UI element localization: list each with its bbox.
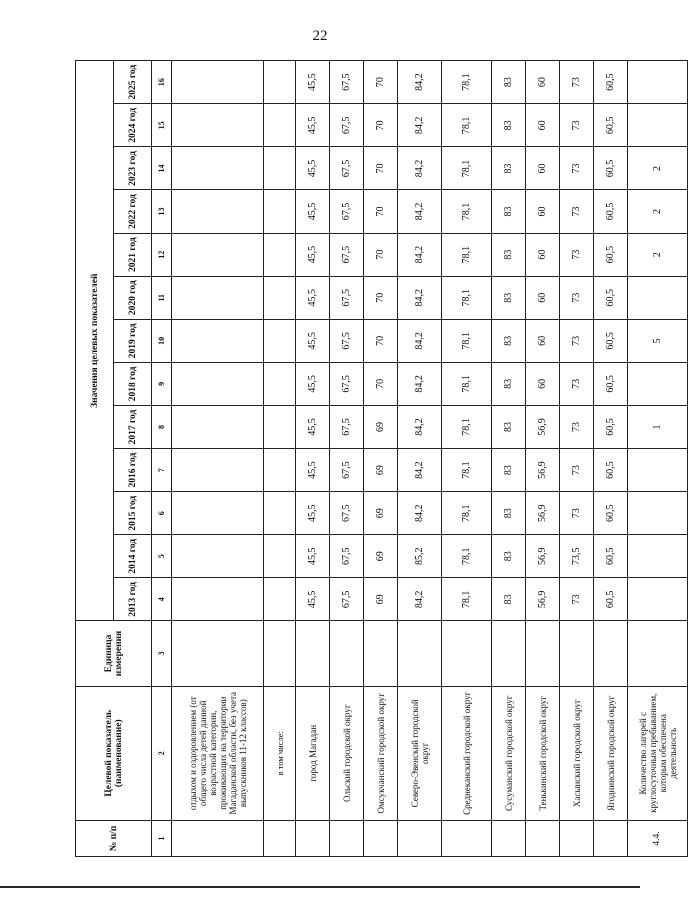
column-number: 4 <box>152 578 172 621</box>
column-header-indicator: Целевой показатель (наименование) <box>76 686 152 820</box>
unit-cell <box>264 621 296 686</box>
value-cell: 84,2 <box>398 233 442 276</box>
value-cell <box>264 362 296 405</box>
value-cell: 45,5 <box>296 362 330 405</box>
value-cell: 45,5 <box>296 319 330 362</box>
column-number: 2 <box>152 686 172 820</box>
year-header: 2013 год <box>114 578 152 621</box>
value-cell: 67,5 <box>330 578 364 621</box>
indicator-name: город Магадан <box>296 686 330 820</box>
value-cell: 70 <box>364 233 398 276</box>
value-cell: 70 <box>364 61 398 104</box>
row-number <box>492 820 526 856</box>
value-cell: 83 <box>492 535 526 578</box>
value-cell: 69 <box>364 578 398 621</box>
value-cell: 60 <box>526 147 560 190</box>
row-number <box>364 820 398 856</box>
value-cell: 73 <box>560 362 594 405</box>
value-cell <box>628 492 688 535</box>
column-header-no: № п/п <box>76 820 152 856</box>
table-row <box>330 61 364 857</box>
row-number: 4.4. <box>628 820 688 856</box>
unit-cell <box>560 621 594 686</box>
value-cell <box>628 449 688 492</box>
value-cell: 56,9 <box>526 492 560 535</box>
value-cell: 45,5 <box>296 190 330 233</box>
value-cell: 78,1 <box>442 449 492 492</box>
table-row <box>364 61 398 857</box>
value-cell: 84,2 <box>398 362 442 405</box>
value-cell: 56,9 <box>526 449 560 492</box>
value-cell <box>264 405 296 448</box>
value-cell: 60,5 <box>594 535 628 578</box>
value-cell <box>264 276 296 319</box>
year-header: 2014 год <box>114 535 152 578</box>
indicator-name: отдыхом и оздоровлением (от общего числа детей данной возрастной категории, проживающих на территории Магаданской области, без учета выпускников 11-12 классов) <box>172 686 264 820</box>
value-cell: 45,5 <box>296 276 330 319</box>
value-cell: 67,5 <box>330 362 364 405</box>
value-cell: 2 <box>628 233 688 276</box>
value-cell: 83 <box>492 492 526 535</box>
value-cell: 85,2 <box>398 535 442 578</box>
value-cell: 69 <box>364 492 398 535</box>
value-cell <box>172 104 264 147</box>
value-cell: 60,5 <box>594 276 628 319</box>
value-cell: 45,5 <box>296 449 330 492</box>
value-cell: 84,2 <box>398 276 442 319</box>
table-row <box>442 61 492 857</box>
value-cell: 83 <box>492 449 526 492</box>
value-cell: 45,5 <box>296 535 330 578</box>
value-cell: 83 <box>492 578 526 621</box>
indicator-name: Сусуманский городской округ <box>492 686 526 820</box>
value-cell: 67,5 <box>330 535 364 578</box>
row-number <box>560 820 594 856</box>
year-header: 2015 год <box>114 492 152 535</box>
year-header: 2018 год <box>114 362 152 405</box>
value-cell <box>172 190 264 233</box>
value-cell <box>172 405 264 448</box>
indicator-name: Северо-Эвенский городской округ <box>398 686 442 820</box>
value-cell <box>172 147 264 190</box>
rotated-table-frame <box>75 60 678 857</box>
value-cell <box>172 233 264 276</box>
row-number <box>172 820 264 856</box>
value-cell: 60 <box>526 190 560 233</box>
table-row <box>172 61 264 857</box>
value-cell: 60,5 <box>594 104 628 147</box>
value-cell: 60,5 <box>594 61 628 104</box>
value-cell: 2 <box>628 147 688 190</box>
value-cell <box>264 449 296 492</box>
value-cell: 69 <box>364 449 398 492</box>
value-cell <box>172 492 264 535</box>
indicator-name: Ольский городской округ <box>330 686 364 820</box>
row-number <box>264 820 296 856</box>
value-cell: 84,2 <box>398 449 442 492</box>
value-cell: 84,2 <box>398 492 442 535</box>
value-cell: 70 <box>364 319 398 362</box>
value-cell: 73,5 <box>560 535 594 578</box>
target-indicators-table <box>75 60 688 857</box>
year-header: 2021 год <box>114 233 152 276</box>
indicator-name: в том числе: <box>264 686 296 820</box>
value-cell <box>264 535 296 578</box>
value-cell: 60,5 <box>594 190 628 233</box>
value-cell: 2 <box>628 190 688 233</box>
value-cell: 78,1 <box>442 362 492 405</box>
value-cell: 60,5 <box>594 492 628 535</box>
value-cell <box>172 362 264 405</box>
unit-cell <box>628 621 688 686</box>
unit-cell <box>398 621 442 686</box>
column-number: 10 <box>152 319 172 362</box>
value-cell <box>264 147 296 190</box>
value-cell: 83 <box>492 190 526 233</box>
value-cell: 67,5 <box>330 492 364 535</box>
value-cell: 70 <box>364 104 398 147</box>
column-number: 15 <box>152 104 172 147</box>
value-cell: 78,1 <box>442 276 492 319</box>
rotated-table-container <box>75 60 678 857</box>
value-cell: 1 <box>628 405 688 448</box>
unit-cell <box>442 621 492 686</box>
column-number: 1 <box>152 820 172 856</box>
value-cell: 83 <box>492 104 526 147</box>
value-cell: 45,5 <box>296 61 330 104</box>
value-cell: 60,5 <box>594 362 628 405</box>
value-cell: 84,2 <box>398 405 442 448</box>
unit-cell <box>594 621 628 686</box>
value-cell: 60 <box>526 104 560 147</box>
page-number: 22 <box>312 28 328 44</box>
column-number: 13 <box>152 190 172 233</box>
value-cell: 78,1 <box>442 492 492 535</box>
value-cell: 78,1 <box>442 104 492 147</box>
year-header: 2019 год <box>114 319 152 362</box>
column-number: 3 <box>152 621 172 686</box>
value-cell: 56,9 <box>526 535 560 578</box>
unit-cell <box>364 621 398 686</box>
unit-cell <box>172 621 264 686</box>
value-cell: 73 <box>560 276 594 319</box>
value-cell: 78,1 <box>442 147 492 190</box>
value-cell: 60,5 <box>594 405 628 448</box>
value-cell <box>628 362 688 405</box>
indicator-name: Количество лагерей с круглосуточным пребыванием, которым обеспечена деятельность <box>628 686 688 820</box>
value-cell: 78,1 <box>442 319 492 362</box>
header-row-numbers <box>152 61 172 857</box>
value-cell: 69 <box>364 405 398 448</box>
value-cell: 73 <box>560 492 594 535</box>
indicator-name: Тенькинский городской округ <box>526 686 560 820</box>
value-cell: 67,5 <box>330 190 364 233</box>
value-cell: 45,5 <box>296 147 330 190</box>
table-row <box>398 61 442 857</box>
value-cell: 60,5 <box>594 233 628 276</box>
column-number: 5 <box>152 535 172 578</box>
value-cell: 73 <box>560 319 594 362</box>
table-row <box>492 61 526 857</box>
value-cell: 60 <box>526 61 560 104</box>
value-cell: 60,5 <box>594 319 628 362</box>
value-cell: 56,9 <box>526 578 560 621</box>
value-cell: 73 <box>560 104 594 147</box>
value-cell <box>628 276 688 319</box>
value-cell: 78,1 <box>442 578 492 621</box>
column-header-unit: Единица измерения <box>76 621 152 686</box>
value-cell: 78,1 <box>442 405 492 448</box>
value-cell: 83 <box>492 147 526 190</box>
year-header: 2022 год <box>114 190 152 233</box>
indicator-name: Среднеканский городской округ <box>442 686 492 820</box>
unit-cell <box>492 621 526 686</box>
column-header-values-group: Значения целевых показателей <box>76 61 114 621</box>
value-cell <box>264 233 296 276</box>
column-number: 11 <box>152 276 172 319</box>
value-cell: 73 <box>560 578 594 621</box>
value-cell: 67,5 <box>330 61 364 104</box>
value-cell <box>172 449 264 492</box>
row-number <box>398 820 442 856</box>
value-cell: 78,1 <box>442 61 492 104</box>
value-cell: 84,2 <box>398 578 442 621</box>
value-cell: 45,5 <box>296 104 330 147</box>
value-cell <box>172 319 264 362</box>
bottom-rule <box>0 886 640 888</box>
value-cell <box>172 535 264 578</box>
year-header: 2020 год <box>114 276 152 319</box>
row-number <box>442 820 492 856</box>
value-cell: 60,5 <box>594 578 628 621</box>
value-cell <box>264 190 296 233</box>
column-number: 12 <box>152 233 172 276</box>
column-number: 9 <box>152 362 172 405</box>
table-body <box>172 61 688 857</box>
table-row <box>264 61 296 857</box>
value-cell: 67,5 <box>330 276 364 319</box>
value-cell: 78,1 <box>442 233 492 276</box>
table-row <box>628 61 688 857</box>
value-cell <box>628 61 688 104</box>
column-number: 14 <box>152 147 172 190</box>
value-cell: 70 <box>364 362 398 405</box>
value-cell: 83 <box>492 319 526 362</box>
value-cell: 84,2 <box>398 104 442 147</box>
header-row-group <box>76 61 114 857</box>
value-cell: 84,2 <box>398 147 442 190</box>
table-row <box>560 61 594 857</box>
value-cell: 73 <box>560 233 594 276</box>
value-cell: 45,5 <box>296 405 330 448</box>
value-cell: 67,5 <box>330 319 364 362</box>
value-cell: 73 <box>560 190 594 233</box>
indicator-name: Хасынский городской округ <box>560 686 594 820</box>
value-cell: 60 <box>526 362 560 405</box>
indicator-name: Ягоднинский городской округ <box>594 686 628 820</box>
value-cell: 73 <box>560 449 594 492</box>
value-cell <box>264 492 296 535</box>
value-cell: 67,5 <box>330 104 364 147</box>
value-cell: 60 <box>526 319 560 362</box>
value-cell: 73 <box>560 147 594 190</box>
value-cell: 78,1 <box>442 190 492 233</box>
value-cell: 83 <box>492 61 526 104</box>
value-cell: 83 <box>492 233 526 276</box>
unit-cell <box>330 621 364 686</box>
column-number: 6 <box>152 492 172 535</box>
value-cell: 70 <box>364 276 398 319</box>
value-cell: 78,1 <box>442 535 492 578</box>
column-number: 16 <box>152 61 172 104</box>
value-cell <box>264 61 296 104</box>
unit-cell <box>296 621 330 686</box>
value-cell <box>264 104 296 147</box>
row-number <box>594 820 628 856</box>
value-cell: 83 <box>492 276 526 319</box>
row-number <box>296 820 330 856</box>
value-cell <box>628 104 688 147</box>
row-number <box>330 820 364 856</box>
row-number <box>526 820 560 856</box>
table-row <box>594 61 628 857</box>
indicator-name: Омсукчанский городской округ <box>364 686 398 820</box>
year-header: 2017 год <box>114 405 152 448</box>
value-cell <box>264 319 296 362</box>
year-header: 2016 год <box>114 449 152 492</box>
value-cell <box>172 276 264 319</box>
value-cell: 83 <box>492 405 526 448</box>
value-cell: 67,5 <box>330 147 364 190</box>
value-cell: 70 <box>364 190 398 233</box>
value-cell: 60,5 <box>594 147 628 190</box>
value-cell: 84,2 <box>398 61 442 104</box>
value-cell <box>628 535 688 578</box>
value-cell: 73 <box>560 61 594 104</box>
value-cell: 5 <box>628 319 688 362</box>
column-number: 7 <box>152 449 172 492</box>
value-cell: 67,5 <box>330 405 364 448</box>
value-cell: 45,5 <box>296 578 330 621</box>
column-number: 8 <box>152 405 172 448</box>
value-cell: 84,2 <box>398 319 442 362</box>
value-cell <box>172 578 264 621</box>
value-cell: 45,5 <box>296 492 330 535</box>
year-header: 2024 год <box>114 104 152 147</box>
value-cell <box>172 61 264 104</box>
year-header: 2025 год <box>114 61 152 104</box>
value-cell: 83 <box>492 362 526 405</box>
value-cell: 73 <box>560 405 594 448</box>
value-cell: 70 <box>364 147 398 190</box>
table-row <box>526 61 560 857</box>
value-cell: 67,5 <box>330 233 364 276</box>
value-cell: 60 <box>526 233 560 276</box>
value-cell: 60 <box>526 276 560 319</box>
value-cell: 69 <box>364 535 398 578</box>
value-cell: 84,2 <box>398 190 442 233</box>
year-header: 2023 год <box>114 147 152 190</box>
value-cell: 45,5 <box>296 233 330 276</box>
value-cell <box>264 578 296 621</box>
value-cell <box>628 578 688 621</box>
value-cell: 60,5 <box>594 449 628 492</box>
value-cell: 56,9 <box>526 405 560 448</box>
table-row <box>296 61 330 857</box>
unit-cell <box>526 621 560 686</box>
value-cell: 67,5 <box>330 449 364 492</box>
